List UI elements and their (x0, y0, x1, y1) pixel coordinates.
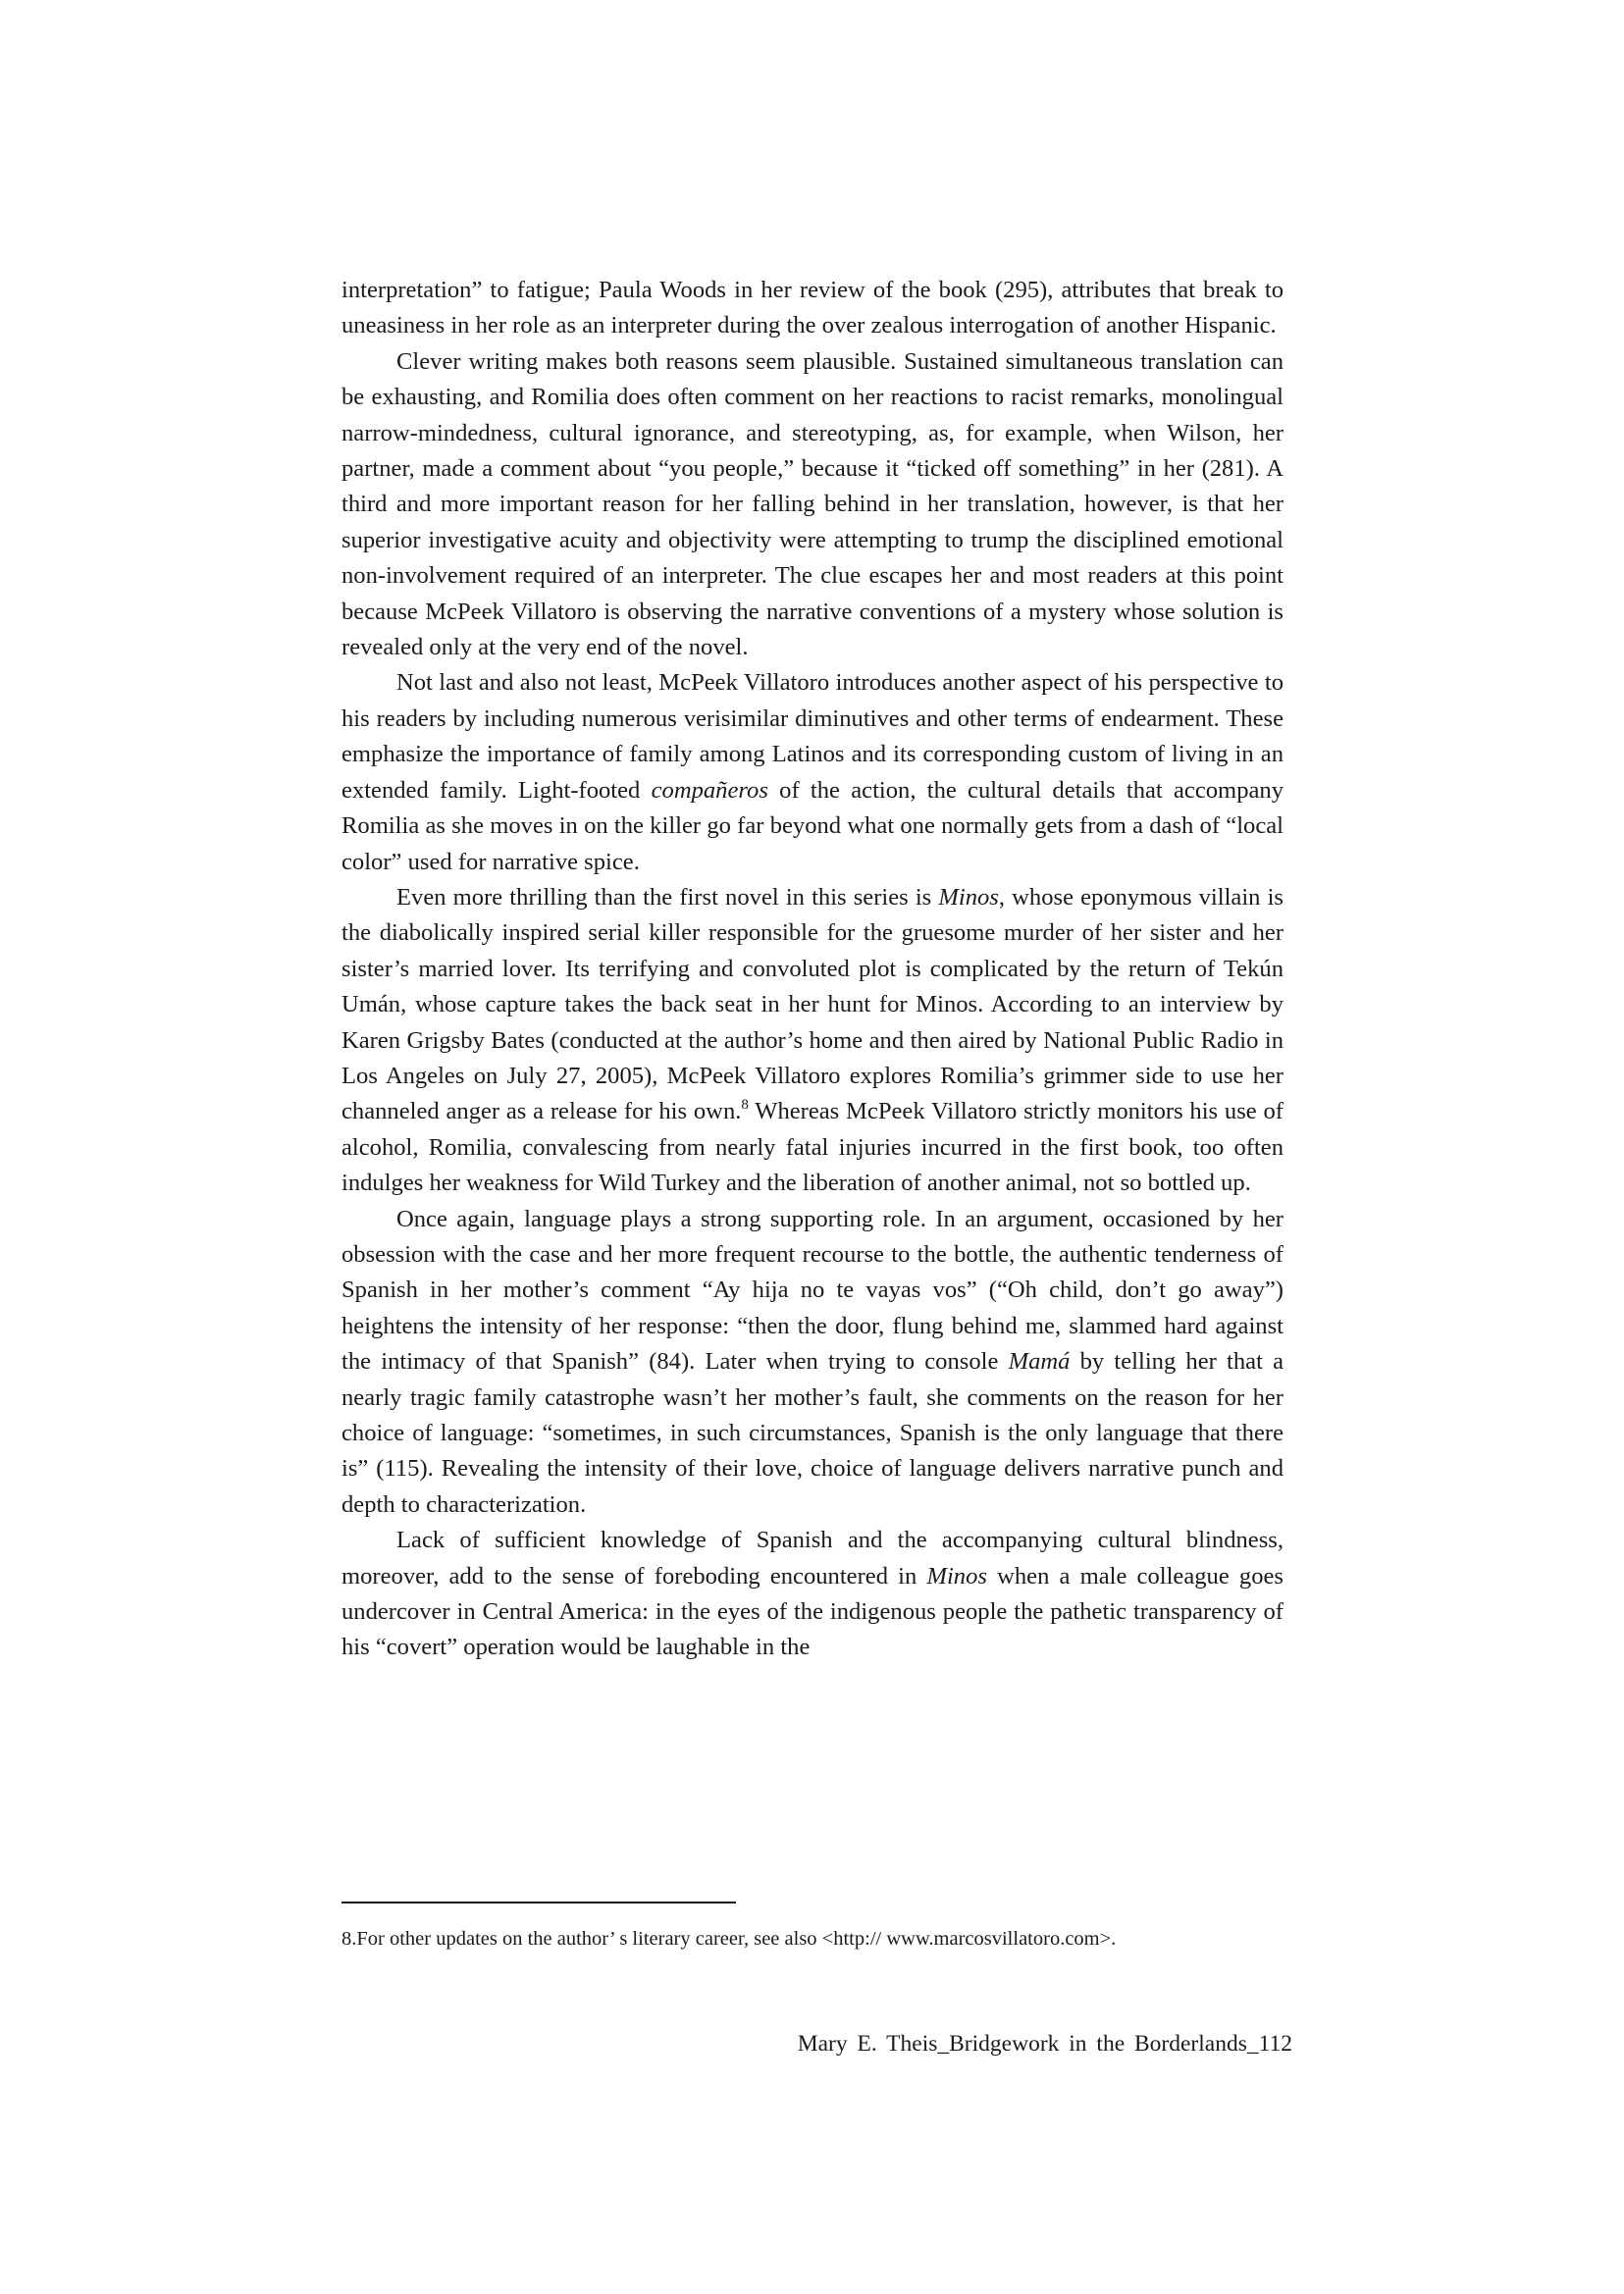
footnote-reference: 8 (741, 1097, 749, 1114)
paragraph-text: when a male colleague goes undercover in Central America: in the eyes of the indigenous people the pathetic transparency of his “covert” operation would be laughable in the (341, 1562, 1283, 1661)
paragraph-text: Even more thrilling than the first novel in this series is (396, 883, 939, 911)
footnote-divider (341, 1902, 736, 1903)
body-paragraph (341, 665, 1283, 879)
italic-text: Minos (938, 883, 999, 911)
italic-text: compañeros (651, 776, 768, 804)
paragraph-text: of the action, the cultural details that accompany Romilia as she moves in on the killer go far beyond what one normally gets from a dash of “local color” used for narrative spice. (341, 776, 1283, 875)
paragraph-text: Whereas McPeek Villatoro strictly monitors his use of alcohol, Romilia, convalescing from nearly fatal injuries incurred in the first book, too often indulges her weakness for Wild Turkey and the liberation of another animal, not so bottled up. (341, 1098, 1283, 1197)
paragraph-text: Once again, language plays a strong supporting role. In an argument, occasioned by her obsession with the case and her more frequent recourse to the bottle, the authentic tenderness of Spanish in her mother’s comment “Ay hija no te vayas vos” (“Oh child, don’t go away”) heightens the intensity of her response: “then the door, flung behind me, slammed hard against the intimacy of that Spanish” (84). Later when trying to console (341, 1205, 1283, 1376)
paragraph-text: , whose eponymous villain is the diabolically inspired serial killer responsible for the gruesome murder of her sister and her sister’s married lover. Its terrifying and convoluted plot is complicated by the return of Tekún Umán, whose capture takes the back seat in her hunt for Minos. According to an interview by Karen Grigsby Bates (conducted at the author’s home and then aired by National Public Radio in Los Angeles on July 27, 2005), McPeek Villatoro explores Romilia’s grimmer side to use her channeled anger as a release for his own. (341, 883, 1284, 1125)
body-paragraph (341, 273, 1283, 344)
running-footer: Mary E. Theis_Bridgework in the Borderlands_112 (797, 2031, 1292, 2057)
paragraph-text: Clever writing makes both reasons seem plausible. Sustained simultaneous translation can be exhausting, and Romilia does often comment on her reactions to racist remarks, monolingual narrow-mindedness, cultural ignorance, and stereotyping, as, for example, when Wilson, her partner, made a comment about “you people,” because it “ticked off something” in her (281). A third and more important reason for her falling behind in her translation, however, is that her superior investigative acuity and objectivity were attempting to trump the disciplined emotional non-involvement required of an interpreter. The clue escapes her and most readers at this point because McPeek Villatoro is observing the narrative conventions of a mystery whose solution is revealed only at the very end of the novel. (341, 347, 1283, 661)
body-paragraph (341, 1202, 1283, 1524)
body-paragraph (341, 880, 1283, 1202)
paragraph-text: by telling her that a nearly tragic family catastrophe wasn’t her mother’s fault, she comments on the reason for her choice of language: “sometimes, in such circumstances, Spanish is the only language that there is” (115). Revealing the intensity of their love, choice of language delivers narrative punch and depth to characterization. (341, 1348, 1283, 1518)
body-paragraph (341, 1523, 1283, 1666)
italic-text: Mamá (1008, 1348, 1071, 1376)
italic-text: Minos (926, 1562, 987, 1590)
paragraph-text: Not last and also not least, McPeek Villatoro introduces another aspect of his perspective to his readers by including numerous verisimilar diminutives and other terms of endearment. These emphasize the importance of family among Latinos and its corresponding custom of living in an extended family. Light-footed (341, 669, 1283, 804)
paragraph-text: interpretation” to fatigue; Paula Woods in her review of the book (295), attributes that break to uneasiness in her role as an interpreter during the over zealous interrogation of another Hispanic. (341, 277, 1283, 339)
paragraph-text: Lack of sufficient knowledge of Spanish and the accompanying cultural blindness, moreover, add to the sense of foreboding encountered in (341, 1527, 1283, 1590)
body-paragraph (341, 344, 1283, 666)
body-text (341, 273, 1283, 1666)
footnote: 8.For other updates on the author’ s literary career, see also <http:// www.marcosvillatoro.com>. (341, 1928, 1117, 1950)
